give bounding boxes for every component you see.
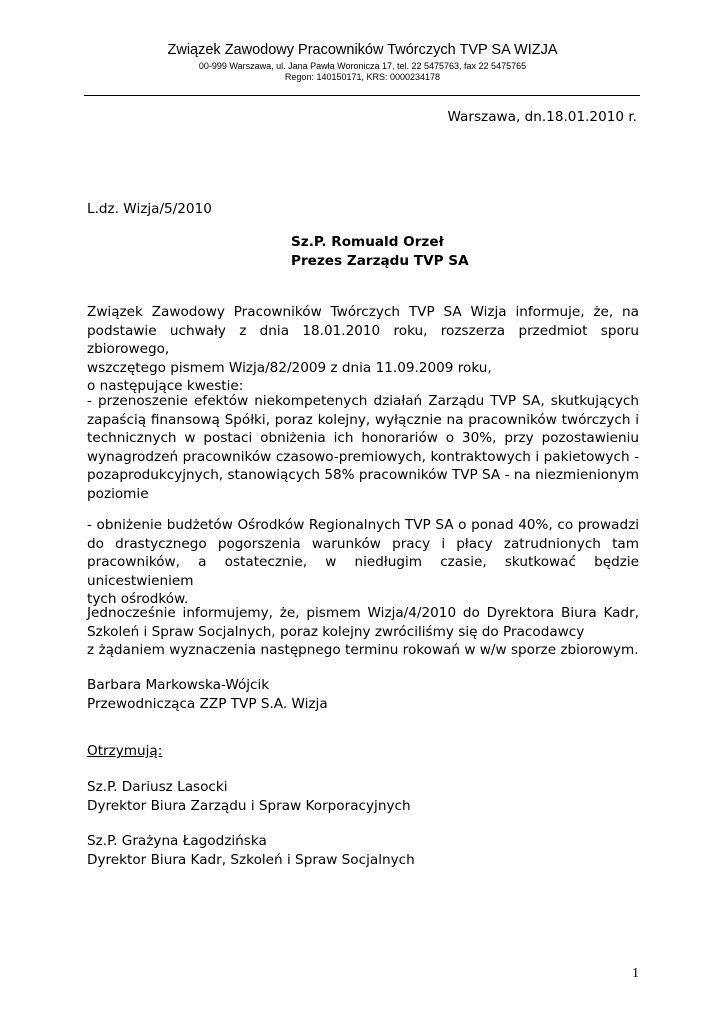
letterhead-address: 00-999 Warszawa, ul. Jana Pawła Woronicza 17, tel. 22 5475763, fax 22 5475765 [198,61,527,71]
addressee-name: Sz.P. Romuald Orzeł [291,234,444,250]
signatory-name: Barbara Markowska-Wójcik [87,677,270,693]
signature-block [87,676,328,713]
paragraph-line: pozaprodukcyjnych, stanowiących 58% pracowników TVP SA - na niezmienionym [87,467,639,483]
paragraph-issue-2 [87,516,639,609]
paragraph-line: Związek Zawodowy Pracowników Twórczych TVP SA Wizja informuje, że, na [87,304,639,320]
paragraph-line: zapaścią finansową Spółki, poraz kolejny, wyłącznie na pracowników twórczych i [87,411,639,428]
paragraph-line: Szkoleń i Spraw Socjalnych, poraz kolejny zwróciliśmy się do Pracodawcy [87,623,585,640]
recipient-title: Dyrektor Biura Zarządu i Spraw Korporacyjnych [87,797,411,814]
paragraph-line: poziomie [87,485,149,502]
paragraph-line: tych ośrodków. [87,591,189,607]
paragraph-line: z żądaniem wyznaczenia następnego terminu rokowań w w/w sporze zbiorowym. [87,642,639,658]
letterhead-regon: Regon: 140150171, KRS: 0000234178 [284,72,441,82]
paragraph-line: - obniżenie budżetów Ośrodków Regionalnych TVP SA o ponad 40%, co prowadzi [87,517,639,533]
recipient-name: Sz.P. Grażyna Łagodzińska [87,833,267,849]
addressee-position: Prezes Zarządu TVP SA [291,252,469,269]
signatory-title: Przewodnicząca ZZP TVP S.A. Wizja [87,695,328,712]
letterhead-divider [84,95,640,96]
recipient-item [87,832,415,869]
paragraph-line: pracowników, a ostatecznie, w niedługim czasie, skutkować będzie unicestwieniem [87,554,639,589]
paragraph-line: - przenoszenie efektów niekompetenych działań Zarządu TVP SA, skutkujących [87,393,639,409]
paragraph-line: wynagrodzeń pracowników czasowo-premiowych, kontraktowych i pakietowych - [87,448,639,465]
paragraph-line: do drastycznego pogorszenia warunków pracy i płacy zatrudnionych tam [87,535,639,552]
reference-number: L.dz. Wizja/5/2010 [87,201,212,217]
paragraph-line: Jednocześnie informujemy, że, pismem Wizja/4/2010 do Dyrektora Biura Kadr, [87,605,639,621]
recipient-title: Dyrektor Biura Kadr, Szkoleń i Spraw Socjalnych [87,851,415,868]
paragraph-issue-1 [87,392,639,503]
paragraph-line: technicznych w postaci obniżenia ich honorariów o 30%, przy pozostawieniu [87,430,639,446]
paragraph-line: o następujące kwestie: [87,378,244,394]
letter-date: Warszawa, dn.18.01.2010 r. [447,109,637,125]
paragraph-notice [87,604,639,660]
addressee-block [291,233,469,270]
recipients-heading: Otrzymują: [87,743,163,759]
recipient-name: Sz.P. Dariusz Lasocki [87,779,228,795]
recipient-item [87,778,411,815]
page-number: 1 [632,966,639,981]
paragraph-line: wszczętego pismem Wizja/82/2009 z dnia 11.09.2009 roku, [87,359,492,376]
letterhead-title: Związek Zawodowy Pracowników Twórczych TVP SA WIZJA [167,42,558,58]
paragraph-line: podstawie uchwały z dnia 18.01.2010 roku, rozszerza przedmiot sporu zbiorowego, [87,322,639,357]
paragraph-intro [87,303,639,396]
